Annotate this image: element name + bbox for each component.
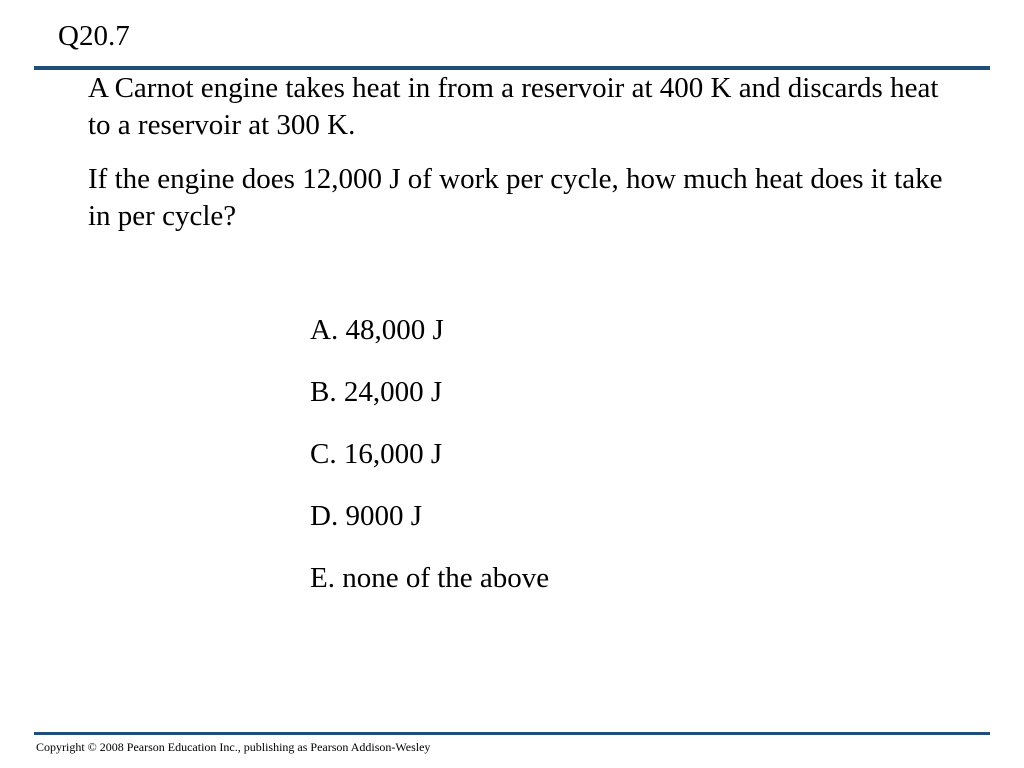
footer-divider (34, 732, 990, 735)
slide-title: Q20.7 (58, 20, 130, 52)
answer-option-c: C. 16,000 J (310, 438, 443, 470)
question-text (88, 70, 948, 252)
answer-option-e: E. none of the above (310, 562, 550, 594)
copyright-footer: Copyright © 2008 Pearson Education Inc., publishing as Pearson Addison-Wesley (36, 740, 431, 754)
answer-option-a: A. 48,000 J (310, 314, 444, 346)
answer-option-d: D. 9000 J (310, 500, 422, 532)
answer-list (310, 312, 549, 622)
answer-option-b: B. 24,000 J (310, 376, 443, 408)
question-paragraph: If the engine does 12,000 J of work per cycle, how much heat does it take in per cycle? (88, 163, 943, 232)
question-paragraph: A Carnot engine takes heat in from a reservoir at 400 K and discards heat to a reservoir at 300 K. (88, 72, 939, 141)
